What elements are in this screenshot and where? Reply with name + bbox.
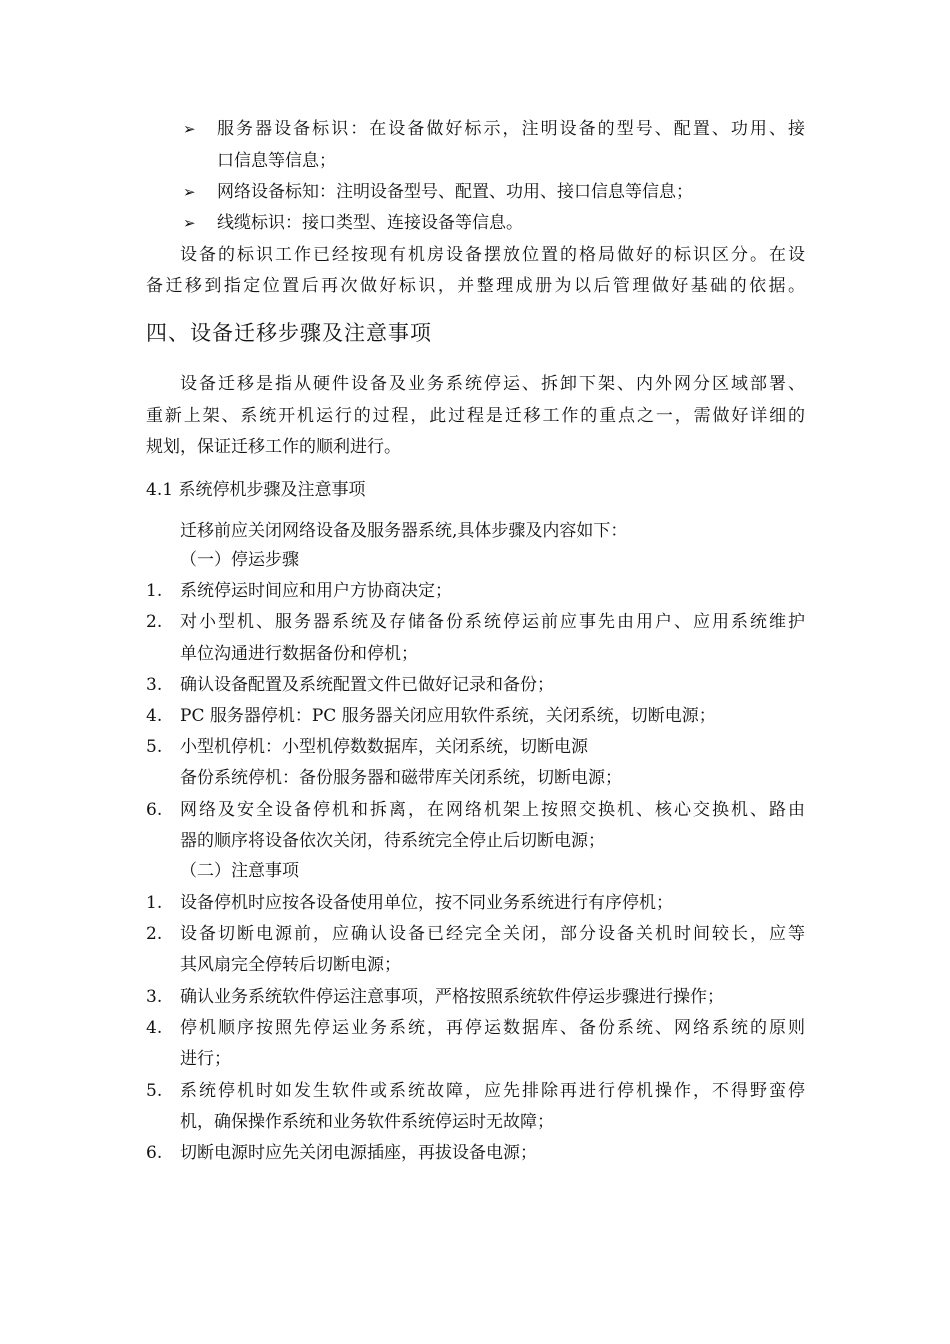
note-5-line-2: 机，确保操作系统和业务软件系统停运时无故障； xyxy=(180,1112,554,1132)
step-number: 4. xyxy=(146,706,163,726)
bullet-arrow-icon: ➢ xyxy=(183,120,196,138)
step-number: 5. xyxy=(146,737,163,757)
step-2-line-2: 单位沟通进行数据备份和停机； xyxy=(180,644,418,664)
step-5-line-2: 备份系统停机：备份服务器和磁带库关闭系统，切断电源； xyxy=(180,768,622,788)
note-4-line-1: 停机顺序按照先停运业务系统，再停运数据库、备份系统、网络系统的原则 xyxy=(180,1018,805,1038)
section-4-1-heading: 4.1 系统停机步骤及注意事项 xyxy=(146,480,366,500)
note-number: 4. xyxy=(146,1018,163,1038)
para1-line-2: 备迁移到指定位置后再次做好标识，并整理成册为以后管理做好基础的依据。 xyxy=(146,276,805,296)
step-number: 1. xyxy=(146,581,163,601)
bullet-server-line-2: 口信息等信息； xyxy=(217,151,336,171)
note-6-line: 切断电源时应先关闭电源插座，再拔设备电源； xyxy=(180,1143,537,1163)
step-number: 2. xyxy=(146,612,163,632)
bullet-cable-line: 线缆标识：接口类型、连接设备等信息。 xyxy=(217,213,523,233)
bullet-network-line: 网络设备标知：注明设备型号、配置、功用、接口信息等信息； xyxy=(217,182,693,202)
para2-line-1: 设备迁移是指从硬件设备及业务系统停运、拆卸下架、内外网分区域部署、 xyxy=(180,374,805,394)
note-number: 5. xyxy=(146,1081,163,1101)
bullet-server-line-1: 服务器设备标识：在设备做好标示，注明设备的型号、配置、功用、接 xyxy=(217,119,805,139)
intro-line: 迁移前应关闭网络设备及服务器系统,具体步骤及内容如下： xyxy=(180,521,628,541)
note-number: 2. xyxy=(146,924,163,944)
step-1-line: 系统停运时间应和用户方协商决定； xyxy=(180,581,452,601)
subheading-notes: （二）注意事项 xyxy=(180,861,299,881)
note-1-line: 设备停机时应按各设备使用单位，按不同业务系统进行有序停机； xyxy=(180,893,673,913)
step-3-line: 确认设备配置及系统配置文件已做好记录和备份； xyxy=(180,675,554,695)
note-number: 1. xyxy=(146,893,163,913)
step-number: 3. xyxy=(146,675,163,695)
para1-line-1: 设备的标识工作已经按现有机房设备摆放位置的格局做好的标识区分。在设 xyxy=(180,245,805,265)
note-5-line-1: 系统停机时如发生软件或系统故障，应先排除再进行停机操作，不得野蛮停 xyxy=(180,1081,805,1101)
step-6-line-1: 网络及安全设备停机和拆离，在网络机架上按照交换机、核心交换机、路由 xyxy=(180,800,805,820)
para2-line-2: 重新上架、系统开机运行的过程，此过程是迁移工作的重点之一，需做好详细的 xyxy=(146,406,805,426)
note-number: 3. xyxy=(146,987,163,1007)
para2-line-3: 规划，保证迁移工作的顺利进行。 xyxy=(146,437,401,457)
note-2-line-2: 其风扇完全停转后切断电源； xyxy=(180,955,401,975)
note-2-line-1: 设备切断电源前，应确认设备已经完全关闭，部分设备关机时间较长，应等 xyxy=(180,924,805,944)
subheading-steps: （一）停运步骤 xyxy=(180,550,299,570)
bullet-arrow-icon: ➢ xyxy=(183,214,196,232)
step-5-line-1: 小型机停机：小型机停数数据库，关闭系统，切断电源 xyxy=(180,737,588,757)
note-4-line-2: 进行； xyxy=(180,1049,231,1069)
note-number: 6. xyxy=(146,1143,163,1163)
note-3-line: 确认业务系统软件停运注意事项，严格按照系统软件停运步骤进行操作； xyxy=(180,987,724,1007)
section-4-heading: 四、设备迁移步骤及注意事项 xyxy=(146,321,432,345)
step-4-line: PC 服务器停机：PC 服务器关闭应用软件系统，关闭系统，切断电源； xyxy=(180,706,716,726)
step-2-line-1: 对小型机、服务器系统及存储备份系统停运前应事先由用户、应用系统维护 xyxy=(180,612,805,632)
bullet-arrow-icon: ➢ xyxy=(183,183,196,201)
step-number: 6. xyxy=(146,800,163,820)
step-6-line-2: 器的顺序将设备依次关闭，待系统完全停止后切断电源； xyxy=(180,831,605,851)
